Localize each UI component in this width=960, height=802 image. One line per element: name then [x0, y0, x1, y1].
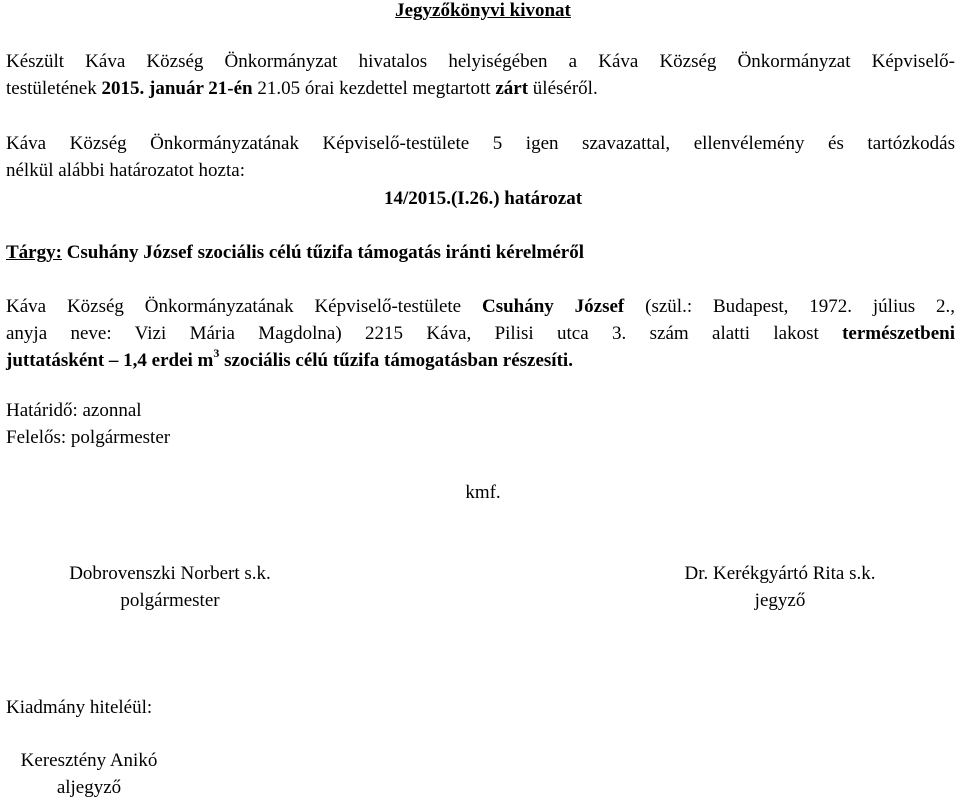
copy-certifier-role: aljegyző	[56, 777, 122, 798]
document-title: Jegyzőkönyvi kivonat	[395, 0, 571, 21]
deadline: Határidő: azonnal	[6, 400, 142, 421]
vote-line-2: nélkül alábbi határozatot hozta:	[6, 160, 245, 181]
resolution-number: 14/2015.(I.26.) határozat	[383, 188, 583, 209]
right-signature-name: Dr. Kerékgyártó Rita s.k.	[684, 563, 876, 584]
copy-certifier-name: Keresztény Anikó	[20, 750, 158, 771]
vote-line-1: Káva Község Önkormányzatának Képviselő-testülete 5 igen szavazattal, ellenvélemény és tartózkodás	[6, 133, 955, 154]
responsible: Felelős: polgármester	[6, 427, 171, 448]
meeting-date: 2015. január 21-én	[101, 78, 253, 99]
body-line-1: Káva Község Önkormányzatának Képviselő-testülete Csuhány József (szül.: Budapest, 1972. július 2.,	[6, 296, 956, 317]
right-signature-role: jegyző	[754, 590, 806, 611]
body-line-2: anyja neve: Vizi Mária Magdolna) 2215 Káva, Pilisi utca 3. szám alatti lakost természetbeni	[6, 323, 955, 344]
left-signature-role: polgármester	[120, 590, 220, 611]
copy-certification-label: Kiadmány hiteléül:	[6, 697, 153, 718]
body-line-3: juttatásként – 1,4 erdei $m^3$ szociális célú tűzifa támogatásban részesíti.	[6, 345, 573, 371]
kmf: kmf.	[465, 482, 501, 503]
intro-line-2: testületének 2015. január 21-én 21.05 órai kezdettel megtartott zárt üléséről.	[6, 78, 598, 99]
beneficiary-name: Csuhány József	[481, 296, 625, 317]
session-type: zárt	[495, 78, 529, 99]
left-signature-name: Dobrovenszki Norbert s.k.	[69, 563, 271, 584]
subject-text: Csuhány József szociális célú tűzifa támogatás iránti kérelméről	[61, 242, 585, 263]
intro-line-1: Készült Káva Község Önkormányzat hivatalos helyiségében a Káva Község Önkormányzat Képviselő-	[6, 51, 955, 72]
subject-label: Tárgy:	[6, 242, 62, 263]
subject-line	[6, 242, 584, 264]
